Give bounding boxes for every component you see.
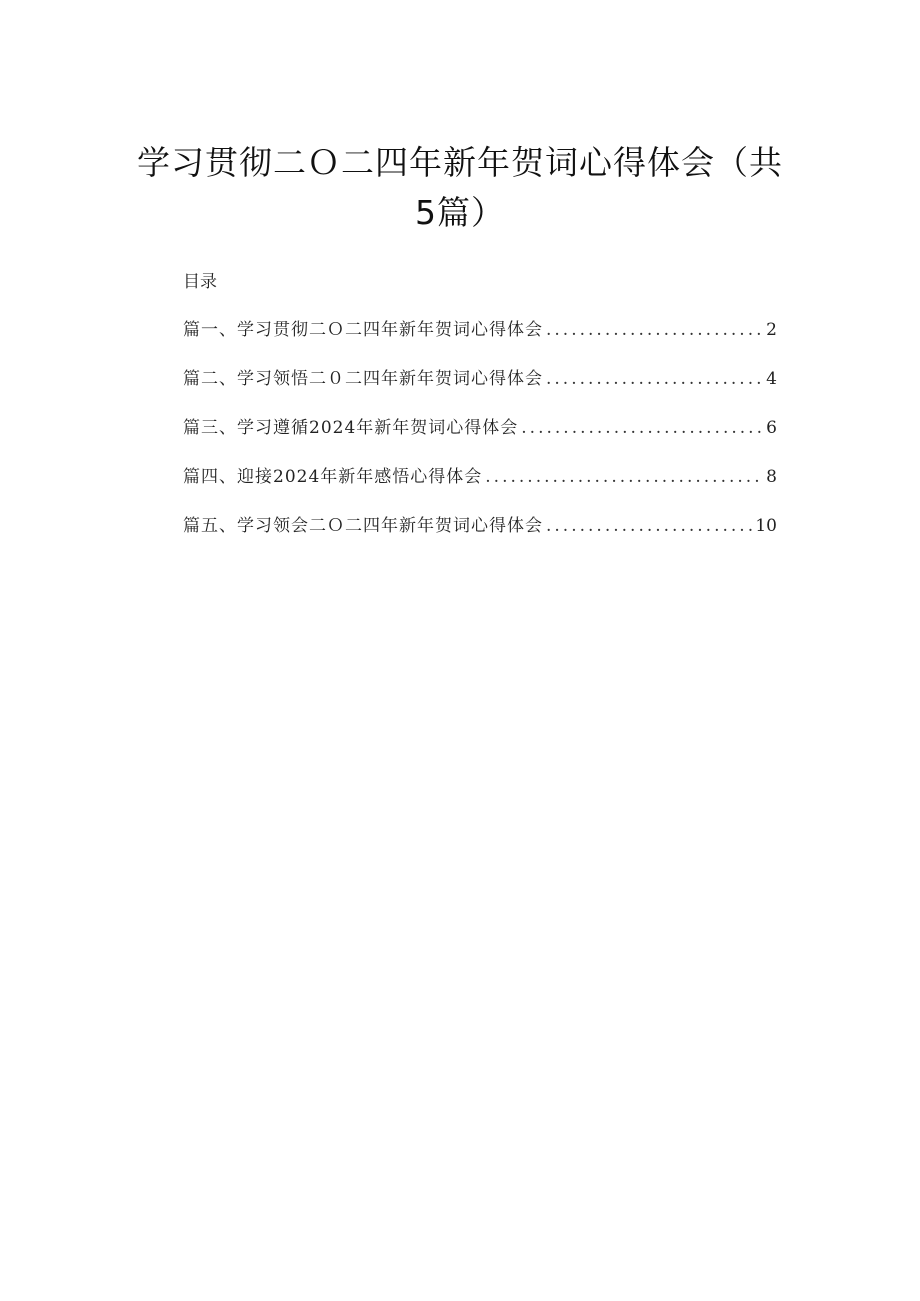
toc-entry-title: 篇二、学习领悟二０二四年新年贺词心得体会 xyxy=(183,369,543,389)
toc-entry-2[interactable] xyxy=(183,367,777,391)
toc-leader-dots xyxy=(546,318,763,342)
toc-entry-title: 篇五、学习领会二Ｏ二四年新年贺词心得体会 xyxy=(183,516,543,536)
toc-leader-dots xyxy=(485,465,763,489)
toc-page-number: 4 xyxy=(766,369,777,389)
document-title-line-2: 5篇） xyxy=(415,193,505,232)
toc-entry-title: 篇三、学习遵循2024年新年贺词心得体会 xyxy=(183,418,519,438)
toc-page-number: 6 xyxy=(766,418,777,438)
document-title-line-1: 学习贯彻二Ｏ二四年新年贺词心得体会（共 xyxy=(137,143,783,182)
toc-entry-3[interactable] xyxy=(183,416,777,440)
toc-entry-4[interactable] xyxy=(183,465,777,489)
table-of-contents xyxy=(183,318,777,563)
toc-entry-5[interactable] xyxy=(183,514,777,538)
toc-page-number: 8 xyxy=(766,467,777,487)
toc-page-number: 2 xyxy=(766,320,777,340)
toc-leader-dots xyxy=(546,367,763,391)
toc-heading: 目录 xyxy=(183,272,217,292)
toc-entry-title: 篇四、迎接2024年新年感悟心得体会 xyxy=(183,467,483,487)
toc-leader-dots xyxy=(521,416,763,440)
toc-leader-dots xyxy=(546,514,752,538)
toc-page-number: 10 xyxy=(755,516,777,536)
document-title xyxy=(130,138,790,238)
toc-entry-title: 篇一、学习贯彻二Ｏ二四年新年贺词心得体会 xyxy=(183,320,543,340)
toc-entry-1[interactable] xyxy=(183,318,777,342)
